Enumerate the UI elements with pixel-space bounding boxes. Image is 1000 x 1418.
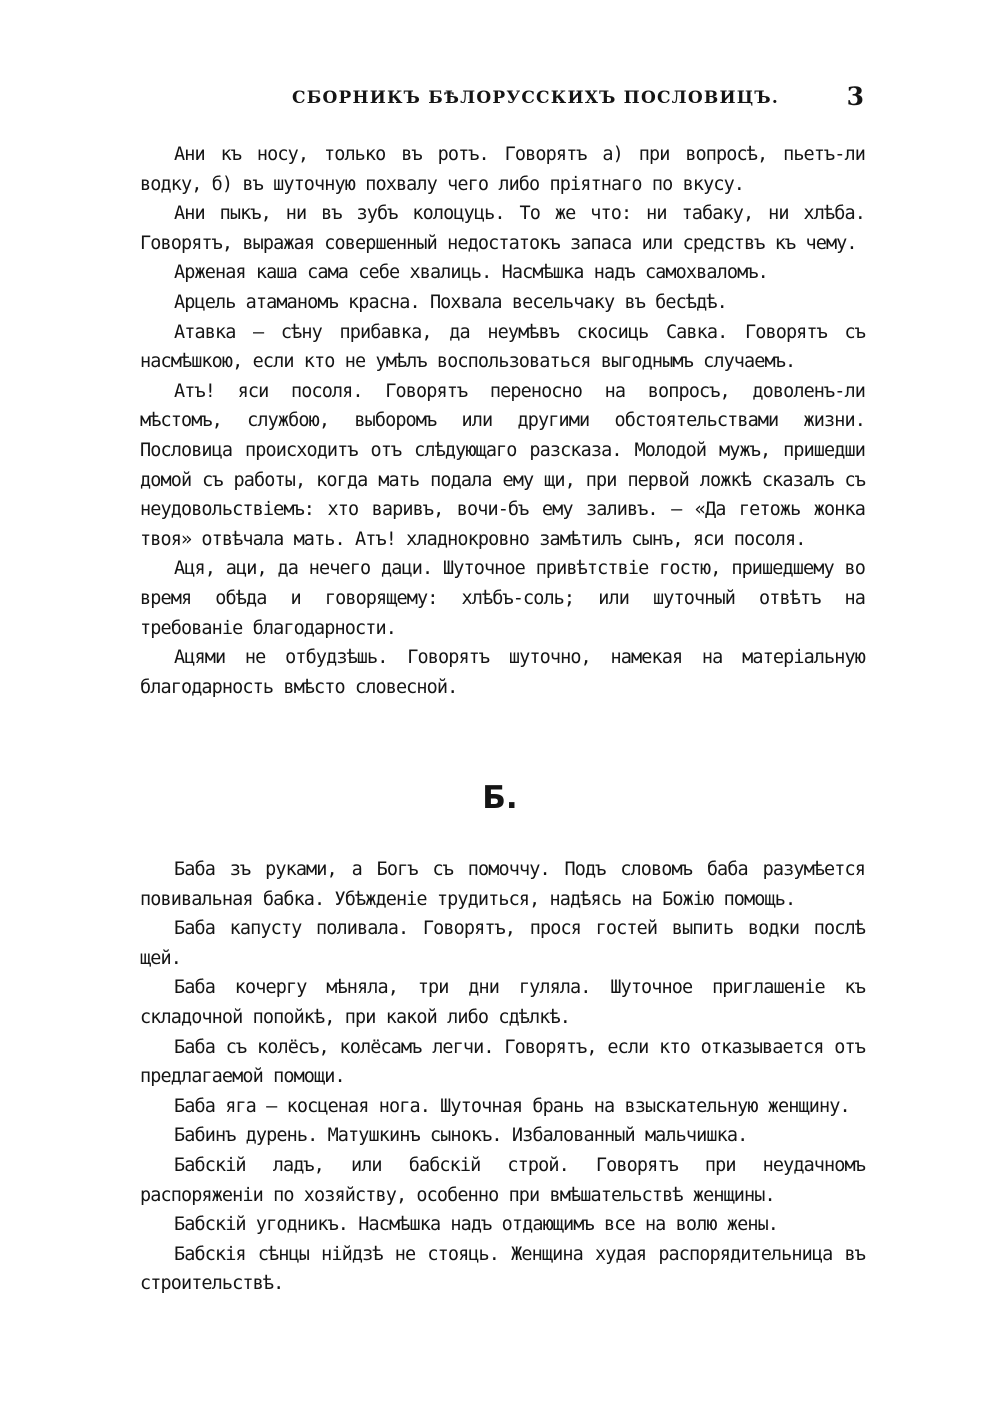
page-number: 3	[846, 82, 864, 111]
proverb-entry: Баба зъ руками, а Богъ съ помоччу. Подъ словомъ баба разумѣется повивальная бабка. Убѣжденіе трудиться, надѣясь на Божію помощь.	[140, 859, 865, 910]
proverb-entry: Баба съ колёсъ, колёсамъ легчи. Говорятъ, если кто отказывается отъ предлагаемой помощи.	[140, 1036, 865, 1088]
proverb-entry: Ани пыкъ, ни въ зубъ колоцуць. То же что: ни табаку, ни хлѣба. Говорятъ, выражая совершенный недостатокъ запаса или средствъ къ чему.	[140, 203, 865, 254]
proverb-entry: Бабинъ дурень. Матушкинъ сынокъ. Избалованный мальчишка.	[174, 1125, 748, 1147]
letter-heading-b: Б.	[482, 780, 518, 816]
proverb-entry: Арженая каша сама себе хвалиць. Насмѣшка надъ самохваломъ.	[174, 262, 768, 284]
proverb-entry: Бабскій ладъ, или бабскій строй. Говорятъ при неудачномъ распоряженіи по хозяйству, особенно при вмѣшательствѣ женщины.	[140, 1154, 865, 1206]
proverb-entry: Бабскій угодникъ. Насмѣшка надъ отдающимъ все на волю жены.	[174, 1214, 779, 1236]
proverb-entry: Ацями не отбудзѣшь. Говорятъ шуточно, намекая на матеріальную благодарность вмѣсто словесной.	[140, 647, 865, 698]
proverb-entry: Баба кочергу мѣняла, три дни гуляла. Шуточное приглашеніе къ складочной попойкѣ, при какой либо сдѣлкѣ.	[140, 977, 865, 1028]
proverb-entry: Ани къ носу, только въ ротъ. Говорятъ а) при вопросѣ, пьетъ-ли водку, б) въ шуточную похвалу чего либо пріятнаго по вкусу.	[140, 144, 865, 195]
proverb-entry: Баба яга — косценая нога. Шуточная брань на взыскательную женщину.	[174, 1095, 850, 1117]
section-b-entries	[140, 855, 865, 1299]
proverb-entry: Атавка — сѣну прибавка, да неумѣвъ скосиць Савка. Говорятъ съ насмѣшкою, если кто не умѣлъ воспользоваться выгоднымъ случаемъ.	[140, 321, 865, 373]
running-title: СБОРНИКЪ БѢЛОРУССКИХЪ ПОСЛОВИЦЪ.	[292, 88, 779, 108]
proverb-entry: Аця, аци, да нечего даци. Шуточное привѣтствіе гостю, пришедшему во время обѣда и говорящему: хлѣбъ-соль; или шуточный отвѣтъ на требованіе благодарности.	[140, 558, 865, 639]
proverb-entry: Баба капусту поливала. Говорятъ, прося гостей выпить водки послѣ щей.	[140, 918, 865, 969]
proverb-entry: Бабскія сѣнцы нійдзѣ не стояць. Женщина худая распорядительница въ строительствѣ.	[140, 1243, 865, 1295]
section-a-entries	[140, 140, 865, 702]
running-head	[140, 82, 870, 112]
proverb-entry: Атъ! яси посоля. Говорятъ переносно на вопросъ, доволенъ-ли мѣстомъ, службою, выборомъ или другими обстоятельствами жизни. Пословица происходитъ отъ слѣдующаго разсказа. Молодой мужъ, пришедши домой съ работы, когда мать подала ему щи, при первой ложкѣ сказалъ съ неудовольствіемъ: хто варивъ, вочи-бъ ему заливъ. — «Да гетожь жонка твоя» отвѣчала мать. Атъ! хладнокровно замѣтилъ сынъ, яси посоля.	[140, 380, 865, 550]
proverb-entry: Арцель атаманомъ красна. Похвала весельчаку въ бесѣдѣ.	[174, 291, 727, 313]
